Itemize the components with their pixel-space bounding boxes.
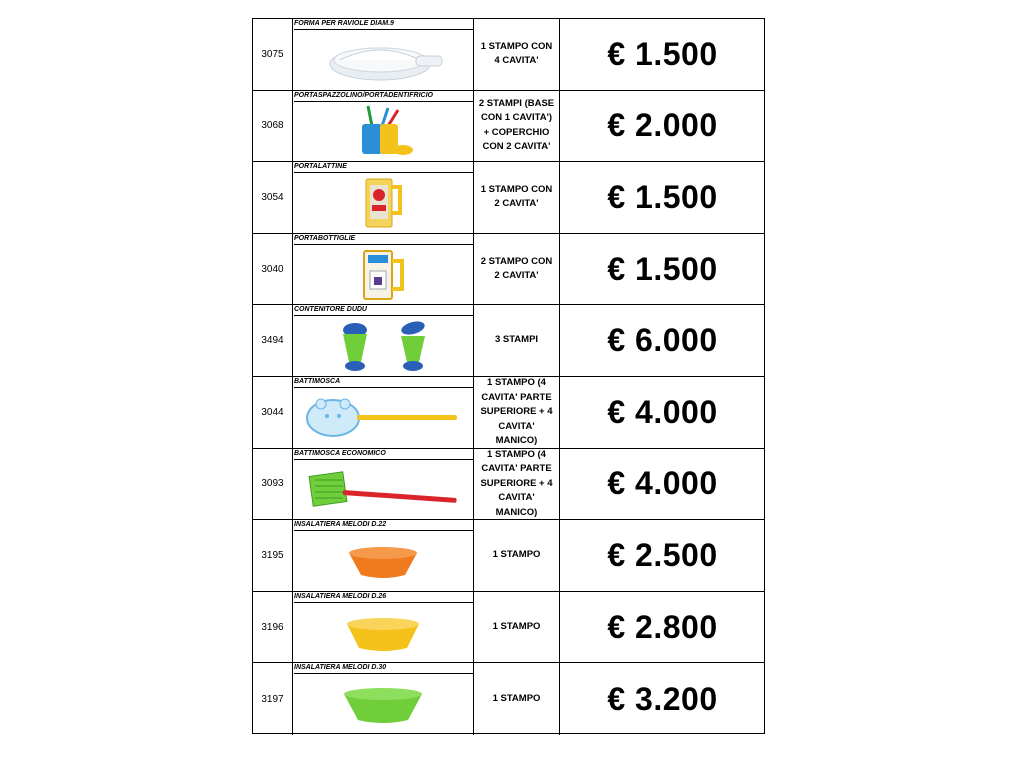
mold-description: 1 STAMPO xyxy=(474,592,560,663)
product-name: FORMA PER RAVIOLE DIAM.9 xyxy=(294,19,474,30)
salad-bowl-green-icon xyxy=(293,675,473,733)
price: € 4.000 xyxy=(607,465,718,502)
mold-description: 2 STAMPI (BASE CON 1 CAVITA') + COPERCHIO CON 2 CAVITA' xyxy=(474,91,560,162)
product-name: BATTIMOSCA xyxy=(294,377,474,388)
price: € 3.200 xyxy=(607,680,718,717)
product-code: 3075 xyxy=(253,19,293,90)
dudu-container-icon xyxy=(293,317,473,375)
price: € 6.000 xyxy=(607,322,718,359)
product-cell xyxy=(293,162,474,233)
price: € 2.500 xyxy=(607,536,718,573)
product-name: PORTALATTINE xyxy=(294,162,474,173)
product-cell xyxy=(293,91,474,162)
mold-description: 1 STAMPO (4 CAVITA' PARTE SUPERIORE + 4 CAVITA' MANICO) xyxy=(474,449,560,520)
mold-description: 1 STAMPO CON 2 CAVITA' xyxy=(474,162,560,233)
toothbrush-holder-icon xyxy=(293,103,473,161)
product-price-table xyxy=(252,18,765,734)
mold-description: 1 STAMPO xyxy=(474,663,560,735)
product-cell xyxy=(293,305,474,376)
product-cell xyxy=(293,19,474,90)
mold-description: 1 STAMPO (4 CAVITA' PARTE SUPERIORE + 4 CAVITA' MANICO) xyxy=(474,377,560,448)
table-row xyxy=(253,449,764,521)
product-cell xyxy=(293,234,474,305)
product-code: 3197 xyxy=(253,663,293,735)
salad-bowl-orange-icon xyxy=(293,532,473,590)
table-row xyxy=(253,91,764,163)
product-name: INSALATIERA MELODI D.26 xyxy=(294,592,474,603)
price: € 1.500 xyxy=(607,178,718,215)
price: € 4.000 xyxy=(607,393,718,430)
fly-swatter-icon xyxy=(293,389,473,447)
product-code: 3068 xyxy=(253,91,293,162)
product-cell xyxy=(293,592,474,663)
product-name: INSALATIERA MELODI D.30 xyxy=(294,663,474,674)
price: € 1.500 xyxy=(607,35,718,72)
product-code: 3044 xyxy=(253,377,293,448)
table-row xyxy=(253,592,764,664)
table-row xyxy=(253,520,764,592)
product-cell xyxy=(293,377,474,448)
product-name: BATTIMOSCA ECONOMICO xyxy=(294,449,474,460)
can-holder-icon xyxy=(293,174,473,232)
table-row xyxy=(253,377,764,449)
ravioli-mold-icon xyxy=(293,31,473,89)
table-row xyxy=(253,19,764,91)
product-code: 3494 xyxy=(253,305,293,376)
economy-fly-swatter-icon xyxy=(293,461,473,519)
table-row xyxy=(253,162,764,234)
price: € 1.500 xyxy=(607,250,718,287)
product-code: 3196 xyxy=(253,592,293,663)
product-code: 3054 xyxy=(253,162,293,233)
product-code: 3093 xyxy=(253,449,293,520)
product-name: PORTASPAZZOLINO/PORTADENTIFRICIO xyxy=(294,91,474,102)
price: € 2.000 xyxy=(607,107,718,144)
salad-bowl-yellow-icon xyxy=(293,604,473,662)
product-cell xyxy=(293,449,474,520)
product-name: INSALATIERA MELODI D.22 xyxy=(294,520,474,531)
product-name: CONTENITORE DUDU xyxy=(294,305,474,316)
table-row xyxy=(253,234,764,306)
bottle-holder-icon xyxy=(293,246,473,304)
product-cell xyxy=(293,520,474,591)
mold-description: 1 STAMPO CON 4 CAVITA' xyxy=(474,19,560,90)
product-cell xyxy=(293,663,474,735)
mold-description: 2 STAMPO CON 2 CAVITA' xyxy=(474,234,560,305)
mold-description: 1 STAMPO xyxy=(474,520,560,591)
mold-description: 3 STAMPI xyxy=(474,305,560,376)
table-row xyxy=(253,305,764,377)
table-row xyxy=(253,663,764,735)
price: € 2.800 xyxy=(607,608,718,645)
product-code: 3040 xyxy=(253,234,293,305)
product-name: PORTABOTTIGLIE xyxy=(294,234,474,245)
product-code: 3195 xyxy=(253,520,293,591)
